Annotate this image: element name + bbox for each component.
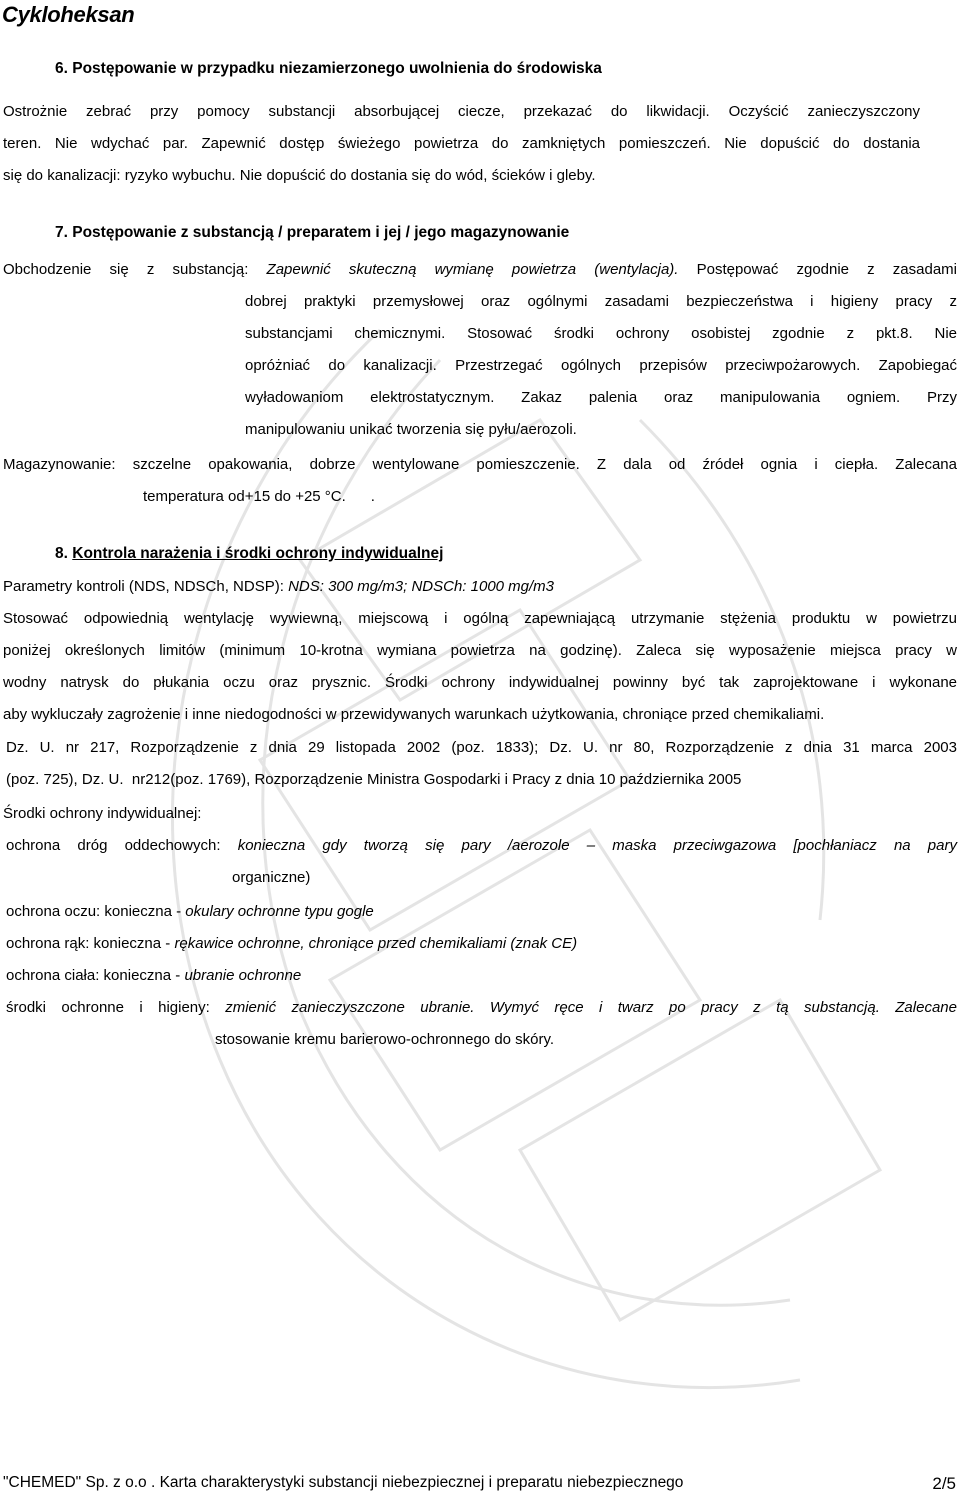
handling-label: Obchodzenie się z substancją:	[3, 261, 249, 278]
section-8-number: 8.	[55, 545, 68, 562]
hygiene-value: zmienić zanieczyszczone ubranie. Wymyć ręce i twarz po pracy z tą substancją. Zalecane	[225, 999, 957, 1016]
hand-protection-value: rękawice ochronne, chroniące przed chemikaliami (znak CE)	[174, 935, 578, 952]
control-params-value: NDS: 300 mg/m3; NDSCh: 1000 mg/m3	[288, 578, 555, 595]
handling-line-3: substancjami chemicznymi. Stosować środki ochrony osobistej zgodnie z pkt.8. Nie	[245, 325, 957, 342]
ventilation-line-3: wodny natrysk do płukania oczu oraz prysznic. Środki ochrony indywidualnej powinny być tak zaprojektowane i wykonane	[3, 674, 957, 691]
handling-line-2: dobrej praktyki przemysłowej oraz ogólnymi zasadami bezpieczeństwa i higieny pracy z	[245, 293, 957, 310]
legal-line-2: (poz. 725), Dz. U. nr212(poz. 1769), Rozporządzenie Ministra Gospodarki i Pracy z dnia 10 października 2005	[6, 771, 742, 788]
eye-protection-label: ochrona oczu: konieczna -	[6, 903, 182, 920]
hygiene-line-1	[6, 992, 957, 1024]
section-6-body	[3, 96, 920, 192]
hygiene-measures	[6, 992, 957, 1024]
respiratory-line-1	[6, 830, 957, 862]
storage-line-2: temperatura od+15 do +25 °C. .	[143, 488, 375, 505]
handling-first-line	[3, 254, 957, 286]
page-number: 2/5	[932, 1474, 956, 1493]
ventilation-line-1: Stosować odpowiednią wentylację wywiewną, miejscową i ogólną zapewniającą utrzymanie stężenia produktu w powietrzu	[3, 610, 957, 627]
legal-line-1: Dz. U. nr 217, Rozporządzenie z dnia 29 listopada 2002 (poz. 1833); Dz. U. nr 80, Rozporządzenie z dnia 31 marca 2003	[6, 739, 957, 756]
section-6-line-2	[3, 128, 920, 160]
eye-protection	[6, 903, 374, 920]
control-params	[3, 578, 554, 595]
handling-line-5: wyładowaniom elektrostatycznym. Zakaz palenia oraz manipulowania ogniem. Przy	[245, 389, 957, 406]
ppe-heading: Środki ochrony indywidualnej:	[3, 805, 202, 822]
handling-line-1-rest: Postępować zgodnie z zasadami	[696, 261, 958, 278]
hygiene-line-2: stosowanie kremu barierowo-ochronnego do skóry.	[215, 1031, 555, 1048]
handling-body	[245, 286, 957, 446]
respiratory-line-2: organiczne)	[232, 869, 311, 886]
section-6-line-3: się do kanalizacji: ryzyko wybuchu. Nie dopuścić do dostania się do wód, ścieków i gleby.	[3, 167, 596, 184]
respiratory-value: konieczna gdy tworzą się pary /aerozole – maska przeciwgazowa [pochłaniacz na pary	[237, 837, 957, 854]
page-footer-text: "CHEMED" Sp. z o.o . Karta charakterystyki substancji niebezpiecznej i preparatu niebezpiecznego	[3, 1474, 684, 1491]
document-title: Cykloheksan	[2, 2, 135, 27]
eye-protection-value: okulary ochronne typu gogle	[185, 903, 374, 920]
section-8-heading	[55, 545, 443, 563]
handling-line-4: opróżniać do kanalizacji. Przestrzegać ogólnych przepisów przeciwpożarowych. Zapobiegać	[245, 357, 957, 374]
ventilation-line-2: poniżej określonych limitów (minimum 10-krotna wymiana powietrza na godzinę). Zaleca się wyposażenie miejsca pracy w	[3, 642, 957, 659]
handling-italic-text: Zapewnić skuteczną wymianę powietrza (wentylacja).	[266, 261, 679, 278]
storage-first-line	[3, 449, 957, 481]
hand-protection	[6, 935, 577, 952]
handling-line-6: manipulowaniu unikać tworzenia się pyłu/aerozoli.	[245, 421, 577, 438]
storage-line-1-text: szczelne opakowania, dobrze wentylowane pomieszczenie. Z dala od źródeł ognia i ciepła. Zalecana	[132, 456, 957, 473]
hygiene-label: środki ochronne i higieny:	[6, 999, 210, 1016]
section-6-heading: 6. Postępowanie w przypadku niezamierzonego uwolnienia do środowiska	[55, 60, 602, 77]
handling-line-1	[3, 254, 957, 286]
hand-protection-label: ochrona rąk: konieczna -	[6, 935, 171, 952]
legal-references	[6, 732, 957, 796]
section-7-heading: 7. Postępowanie z substancją / preparatem i jej / jego magazynowanie	[55, 224, 570, 241]
storage-line-1	[3, 449, 957, 481]
section-8-title: Kontrola narażenia i środki ochrony indywidualnej	[72, 545, 444, 562]
body-protection	[6, 967, 301, 984]
storage-label: Magazynowanie:	[3, 456, 116, 473]
body-protection-value: ubranie ochronne	[184, 967, 302, 984]
control-params-label: Parametry kontroli (NDS, NDSCh, NDSP):	[3, 578, 284, 595]
body-protection-label: ochrona ciała: konieczna -	[6, 967, 181, 984]
respiratory-label: ochrona dróg oddechowych:	[6, 837, 221, 854]
ventilation-line-4: aby wykluczały zagrożenie i inne niedogodności w przewidywanych warunkach użytkowania, chroniące przed chemikaliami.	[3, 706, 825, 723]
ventilation-paragraph	[3, 603, 957, 731]
section-6-line-1: Ostrożnie zebrać przy pomocy substancji absorbującej ciecze, przekazać do likwidacji. Oczyścić zanieczyszczony	[3, 103, 920, 120]
respiratory-protection	[6, 830, 957, 862]
section-6-line-2-text: teren. Nie wdychać par. Zapewnić dostęp świeżego powietrza do zamkniętych pomieszczeń. Nie dopuścić do dostania	[3, 135, 920, 152]
